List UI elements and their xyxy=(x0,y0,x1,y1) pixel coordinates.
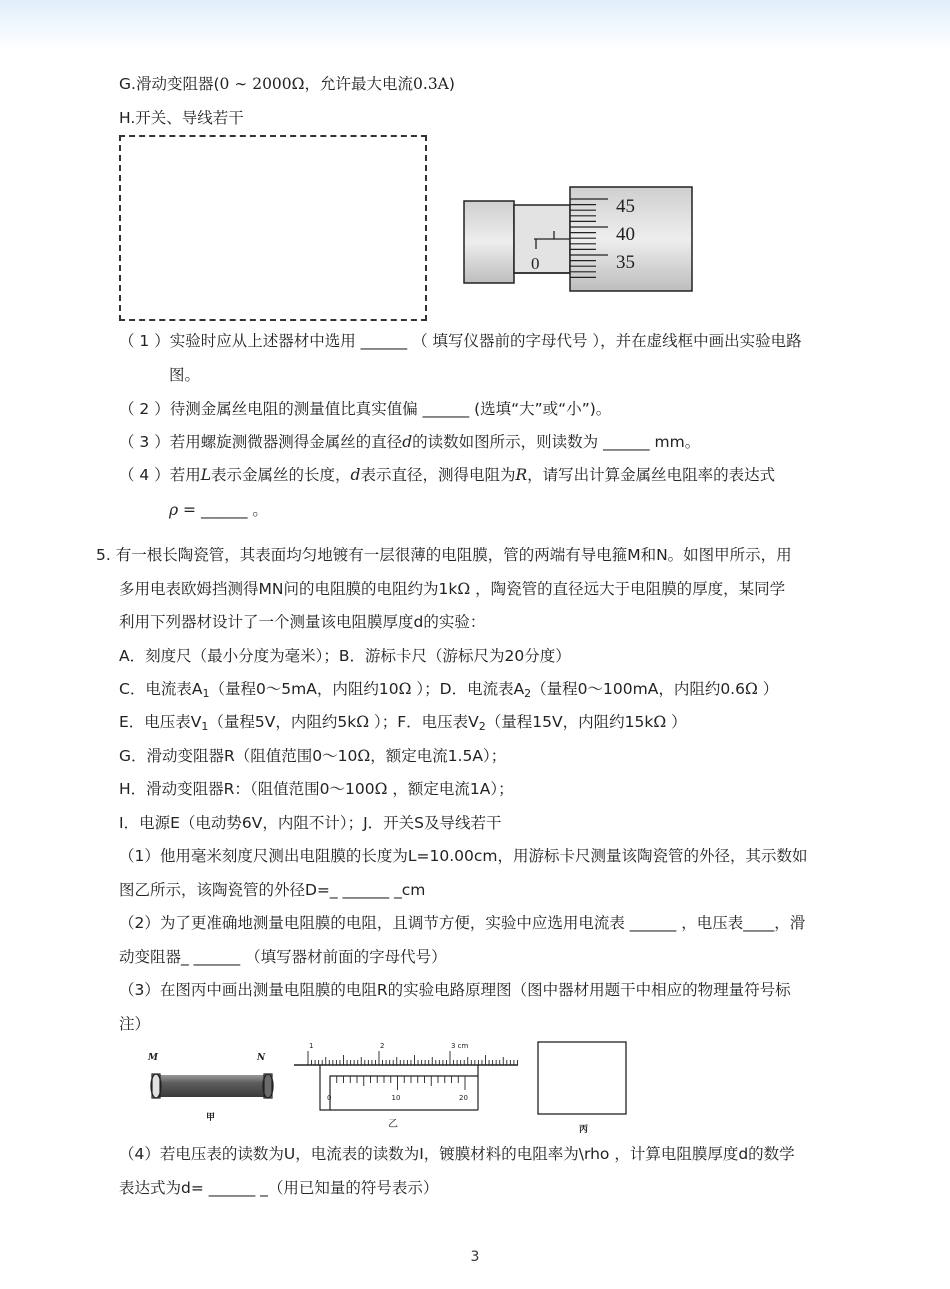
caliper-vernier-scale xyxy=(330,1076,465,1090)
item-h: H.开关、导线若干 xyxy=(119,109,244,127)
question-4: （ 4 ）若用L表示金属丝的长度，d表示直径，测得电阻为R，请写出计算金属丝电阻率的表达式 xyxy=(119,466,776,484)
item-g2: G．滑动变阻器R（阻值范围0～10Ω，额定电流1.5A）； xyxy=(119,747,507,765)
item-c-d: C．电流表$A_1$（量程0～5mA，内阻约10Ω ）；D．电流表$A_2$（量程0～100mA，内阻约0.6Ω ） xyxy=(119,680,779,700)
sub-question-3-cont: 注） xyxy=(119,1015,151,1033)
sub-question-4-cont: 表达式为d= ______ _（用已知量的符号表示） xyxy=(119,1179,439,1197)
circuit-box-figure xyxy=(535,1040,630,1135)
question-1: （ 1 ）实验时应从上述器材中选用 ______ （ 填写仪器前的字母代号 ），并在虚线框中画出实验电路 xyxy=(119,332,802,350)
question-4-formula: ρ = ______ 。 xyxy=(169,501,268,519)
micrometer-main-zero: 0 xyxy=(531,254,540,273)
tube-end-n: N xyxy=(257,1053,266,1063)
problem-5-line-3: 利用下列器材设计了一个测量该电阻膜厚度d的实验： xyxy=(119,613,486,631)
main-scale-label: 1 xyxy=(309,1042,314,1050)
tube-end-m: M xyxy=(148,1053,158,1063)
header-band xyxy=(0,0,950,50)
vernier-scale-label: 0 xyxy=(327,1094,332,1102)
question-1-cont: 图。 xyxy=(169,366,201,384)
vernier-scale-label: 10 xyxy=(391,1094,401,1102)
main-scale-label: 2 xyxy=(380,1042,385,1050)
thimble-label: 35 xyxy=(616,252,635,273)
tube-figure xyxy=(144,1048,284,1128)
sub-question-3: （3）在图丙中画出测量电阻膜的电阻R的实验电路原理图（图中器材用题干中相应的物理量符号标 xyxy=(119,981,791,999)
thimble-label: 40 xyxy=(616,224,635,245)
box-caption: 丙 xyxy=(579,1125,589,1135)
problem-5-line-2: 多用电表欧姆挡测得MN问的电阻膜的电阻约为1kΩ ，陶瓷管的直径远大于电阻膜的厚度，某同学 xyxy=(119,580,786,598)
caliper-main-scale xyxy=(308,1051,520,1065)
main-scale-label: 3 cm xyxy=(451,1042,469,1050)
item-h2: H．滑动变阻器R：（阻值范围0～100Ω ，额定电流1A）； xyxy=(119,780,514,798)
problem-5-line-1: 5. 有一根长陶瓷管，其表面均匀地镀有一层很薄的电阻膜，管的两端有导电箍M和N。如图甲所示，用 xyxy=(96,546,792,564)
caliper-figure xyxy=(292,1038,520,1133)
thimble-label: 45 xyxy=(616,196,635,217)
sub-question-4: （4）若电压表的读数为U，电流表的读数为I，镀膜材料的电阻率为\rho ，计算电阻膜厚度d的数学 xyxy=(119,1145,795,1163)
sub-question-1-cont: 图乙所示，该陶瓷管的外径D=_ ______ _cm xyxy=(119,881,426,899)
micrometer-figure xyxy=(460,185,696,295)
sub-question-2-cont: 动变阻器_ ______ （填写器材前面的字母代号） xyxy=(119,948,447,966)
circuit-drawing-box xyxy=(119,135,427,321)
caliper-caption: 乙 xyxy=(388,1119,398,1130)
item-g: G.滑动变阻器(0 ∼ 2000Ω，允许最大电流0.3A) xyxy=(119,75,455,93)
sub-question-1: （1）他用毫米刻度尺测出电阻膜的长度为L=10.00cm，用游标卡尺测量该陶瓷管的外径，其示数如 xyxy=(119,847,808,865)
item-e-f: E．电压表$V_1$（量程5V，内阻约5kΩ ）；F．电压表$V_2$（量程15V，内阻约15kΩ ） xyxy=(119,713,687,733)
question-3: （ 3 ）若用螺旋测微器测得金属丝的直径d的读数如图所示，则读数为 ______ mm。 xyxy=(119,433,701,451)
page-number: 3 xyxy=(470,1249,480,1265)
item-a-b: A．刻度尺（最小分度为毫米）；B．游标卡尺（游标尺为20分度） xyxy=(119,647,571,665)
sub-question-2: （2）为了更准确地测量电阻膜的电阻，且调节方便，实验中应选用电流表 ______ ，电压表____，滑 xyxy=(119,914,806,932)
vernier-scale-label: 20 xyxy=(459,1094,468,1102)
tube-caption: 甲 xyxy=(206,1113,216,1123)
question-2: （ 2 ）待测金属丝电阻的测量值比真实值偏 ______ (选填“大”或“小”)。 xyxy=(119,400,612,418)
item-i-j: I．电源E（电动势6V，内阻不计）；J．开关S及导线若干 xyxy=(119,814,502,832)
